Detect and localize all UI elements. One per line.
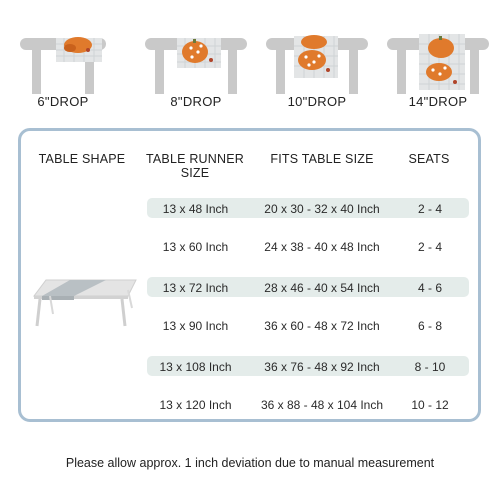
seats-cell: 4 - 6 — [417, 281, 442, 295]
table-runner-drop-6-illustration — [8, 0, 118, 100]
drop-option-8 — [141, 0, 251, 112]
drop-label: 14"DROP — [408, 94, 468, 109]
runner-size-cell: 13 x 108 Inch — [159, 360, 232, 374]
runner-size-cell: 13 x 72 Inch — [162, 281, 229, 295]
header-runner-size: TABLE RUNNER SIZE — [145, 152, 245, 180]
runner-size-cell: 13 x 120 Inch — [159, 398, 232, 412]
measurement-deviation-note: Please allow approx. 1 inch deviation due to manual measurement — [65, 456, 435, 470]
seats-cell: 2 - 4 — [417, 202, 442, 216]
table-runner-drop-14-illustration — [383, 0, 493, 100]
runner-size-cell: 13 x 48 Inch — [162, 202, 229, 216]
table-runner-drop-10-illustration — [262, 0, 372, 100]
runner-size-cell: 13 x 90 Inch — [162, 319, 229, 333]
drop-option-10 — [262, 0, 372, 112]
header-seats: SEATS — [408, 152, 450, 166]
header-fits-table-size: FITS TABLE SIZE — [270, 152, 374, 166]
fits-size-cell: 28 x 46 - 40 x 54 Inch — [264, 281, 380, 295]
table-runner-drop-8-illustration — [141, 0, 251, 100]
drop-option-6 — [8, 0, 118, 112]
seats-cell: 6 - 8 — [417, 319, 442, 333]
seats-cell: 2 - 4 — [417, 240, 442, 254]
drop-label: 8"DROP — [170, 94, 222, 109]
fits-size-cell: 36 x 76 - 48 x 92 Inch — [264, 360, 380, 374]
seats-cell: 8 - 10 — [414, 360, 446, 374]
runner-size-cell: 13 x 60 Inch — [162, 240, 229, 254]
drop-label: 6"DROP — [37, 94, 89, 109]
fits-size-cell: 20 x 30 - 32 x 40 Inch — [264, 202, 380, 216]
drop-label: 10"DROP — [287, 94, 347, 109]
fits-size-cell: 24 x 38 - 40 x 48 Inch — [264, 240, 380, 254]
fits-size-cell: 36 x 88 - 48 x 104 Inch — [260, 398, 384, 412]
drop-option-14 — [383, 0, 493, 112]
rectangular-table-illustration — [28, 270, 140, 330]
seats-cell: 10 - 12 — [411, 398, 449, 412]
header-table-shape: TABLE SHAPE — [38, 152, 126, 166]
fits-size-cell: 36 x 60 - 48 x 72 Inch — [264, 319, 380, 333]
